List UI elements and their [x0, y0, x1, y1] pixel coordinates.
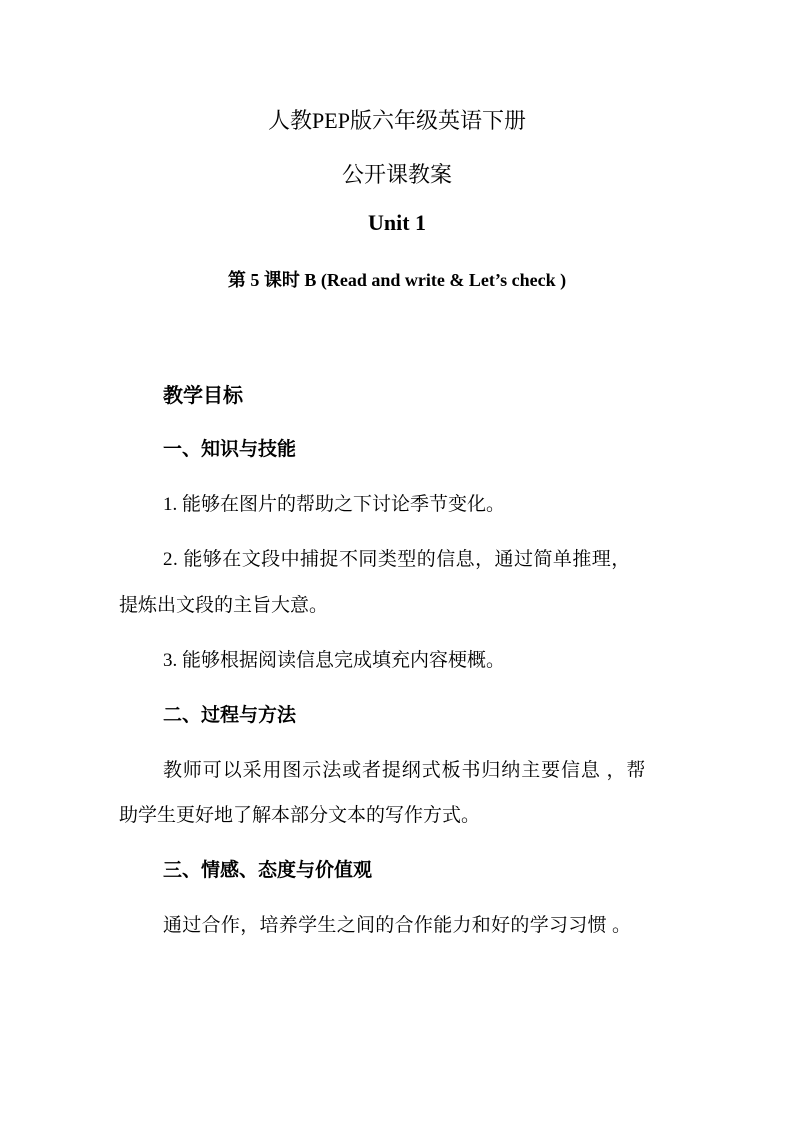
- knowledge-item-2-line-1: 2. 能够在文段中捕捉不同类型的信息，通过简单推理，: [163, 549, 631, 570]
- document-title: 人教PEP版六年级英语下册: [268, 108, 526, 133]
- objectives-heading: 教学目标: [163, 385, 243, 407]
- unit-title: Unit 1: [367, 210, 427, 235]
- process-line-1: 教师可以采用图示法或者提纲式板书归纳主要信息 ，帮: [163, 760, 647, 781]
- process-line-2: 助学生更好地了解本部分文本的写作方式。: [119, 805, 481, 826]
- knowledge-item-3: 3. 能够根据阅读信息完成填充内容梗概。: [163, 650, 506, 671]
- lesson-title: 第 5 课时 B (Read and write & Let’s check ): [227, 270, 567, 290]
- document-subtitle: 公开课教案: [341, 162, 452, 187]
- attitude-heading: 三、情感、态度与价值观: [163, 860, 373, 881]
- process-heading: 二、过程与方法: [163, 705, 297, 726]
- attitude-line-1: 通过合作，培养学生之间的合作能力和好的学习习惯 。: [163, 915, 632, 936]
- knowledge-item-2-line-2: 提炼出文段的主旨大意。: [119, 595, 329, 616]
- knowledge-item-1: 1. 能够在图片的帮助之下讨论季节变化。: [163, 494, 506, 515]
- knowledge-heading: 一、知识与技能: [163, 439, 297, 460]
